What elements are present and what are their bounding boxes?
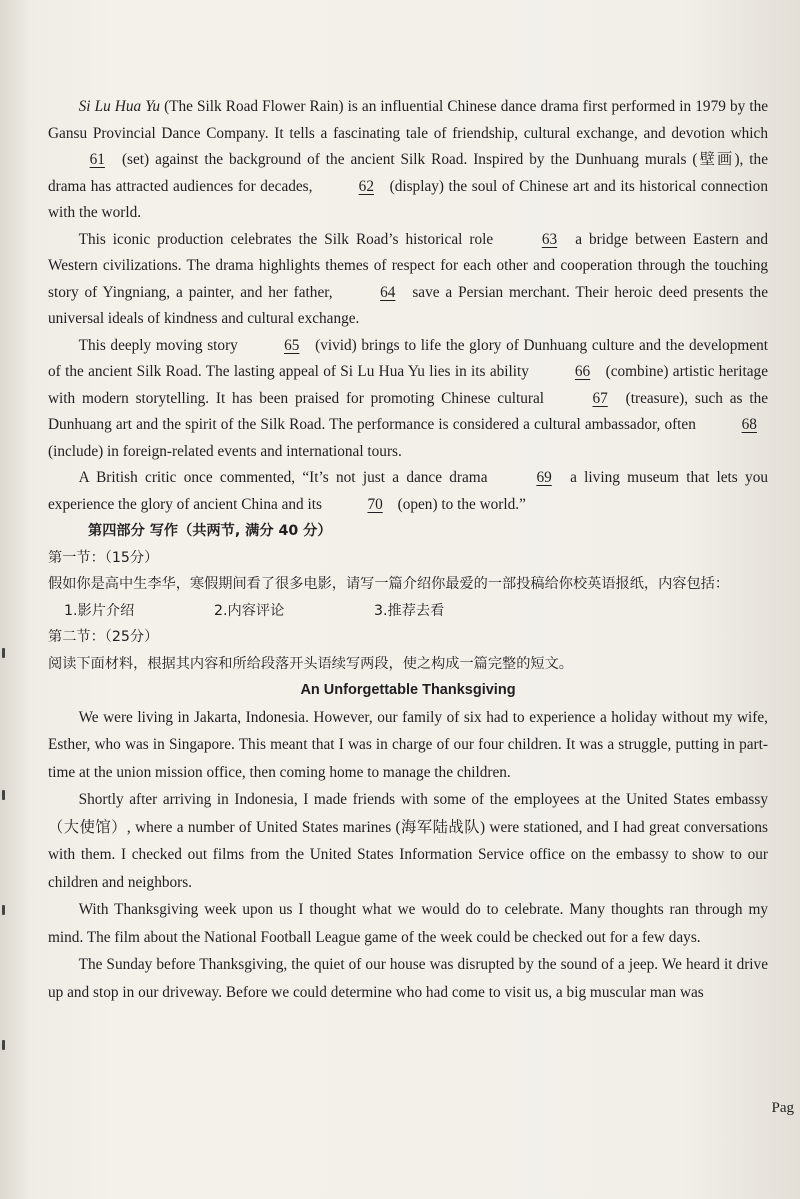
- blank-64[interactable]: 64: [380, 283, 396, 301]
- point-3: 3.推荐去看: [374, 602, 445, 619]
- blank-68[interactable]: 68: [741, 416, 757, 433]
- essay-paragraph: We were living in Jakarta, Indonesia. However, our family of six had to experience a holiday without my wife, Esther, who was in Singapore. This meant that I was in charge of our four children. It was a struggle, putting in part-time at the union mission office, then coming home to manage the children.: [48, 708, 768, 781]
- point-1: 1.影片介绍: [64, 602, 135, 619]
- section1-label: 第一节：（15分）: [48, 549, 159, 566]
- essay-paragraph: The Sunday before Thanksgiving, the quiet of our house was disrupted by the sound of a jeep. We heard it drive up and stop in our driveway. Before we could determine who had come to visit us, a big muscular man was: [48, 956, 768, 1001]
- passage-paragraph-2: This iconic production celebrates the Silk Road’s historical role 63 a bridge between Eastern and Western civilizations. The drama highlights themes of respect for each other and cooperation through the touching story of Yingniang, a painter, and her father, 64 save a Persian merchant. Their heroic deed presents the universal ideals of kindness and cultural exchange.: [48, 227, 768, 333]
- passage-paragraph-1: Si Lu Hua Yu (The Silk Road Flower Rain) is an influential Chinese dance drama first performed in 1979 by the Gansu Provincial Dance Company. It tells a fascinating tale of friendship, cultural exchange, and devotion which 61 (set) against the background of the ancient Silk Road. Inspired by the Dunhuang murals (壁画), the drama has attracted audiences for decades, 62 (display) the soul of Chinese art and its historical connection with the world.: [48, 98, 769, 221]
- passage-paragraph-4: A British critic once commented, “It’s not just a dance drama 69 a living museum that lets you experience the glory of ancient China and its 70 (open) to the world.”: [48, 465, 768, 518]
- essay-paragraph: Shortly after arriving in Indonesia, I made friends with some of the employees at the United States embassy（大使馆）, where a number of United States marines (海军陆战队) were stationed, and I had great conversations with them. I checked out films from the United States Information Service office on the embassy to show to our children and neighbors.: [48, 791, 768, 891]
- drama-title: Si Lu Hua Yu: [78, 98, 160, 115]
- section1-prompt: 假如你是高中生李华，寒假期间看了很多电影，请写一篇介绍你最爱的一部投稿给你校英语报纸，内容包括：: [48, 576, 730, 592]
- binding-mark: [2, 648, 5, 658]
- blank-66[interactable]: 66: [574, 363, 591, 380]
- document-body: [48, 94, 768, 1006]
- point-2: 2.内容评论: [214, 602, 285, 619]
- blank-67[interactable]: 67: [592, 389, 608, 407]
- binding-mark: [2, 905, 5, 915]
- blank-62[interactable]: 62: [358, 177, 374, 195]
- page-number: Pag: [771, 1100, 794, 1116]
- section2-label: 第二节：（25分）: [48, 629, 159, 645]
- blank-63[interactable]: 63: [541, 230, 558, 248]
- binding-mark: [2, 790, 5, 800]
- blank-69[interactable]: 69: [536, 469, 552, 486]
- content-points: [64, 598, 768, 625]
- passage-paragraph-3: This deeply moving story 65 (vivid) brings to life the glory of Dunhuang culture and the development of the ancient Silk Road. The lasting appeal of Si Lu Hua Yu lies in its ability 66 (combine) artistic heritage with modern storytelling. It has been praised for promoting Chinese cultural 67 (treasure), such as the Dunhuang art and the spirit of the Silk Road. The performance is considered a cultural ambassador, often 68 (include) in foreign-related events and international tours.: [48, 333, 768, 466]
- binding-mark: [2, 1040, 5, 1050]
- section2-prompt: 阅读下面材料，根据其内容和所给段落开头语续写两段，使之构成一篇完整的短文。: [48, 655, 573, 672]
- blank-65[interactable]: 65: [284, 336, 300, 354]
- essay-title: An Unforgettable Thanksgiving: [300, 682, 516, 698]
- essay-paragraph: With Thanksgiving week upon us I thought what we would do to celebrate. Many thoughts ran through my mind. The film about the National Football League game of the week could be checked out for a few days.: [48, 901, 768, 946]
- essay: [48, 677, 768, 1006]
- blank-70[interactable]: 70: [367, 495, 383, 513]
- blank-61[interactable]: 61: [89, 151, 105, 168]
- part-heading: 第四部分 写作（共两节, 满分 40 分）: [88, 523, 332, 539]
